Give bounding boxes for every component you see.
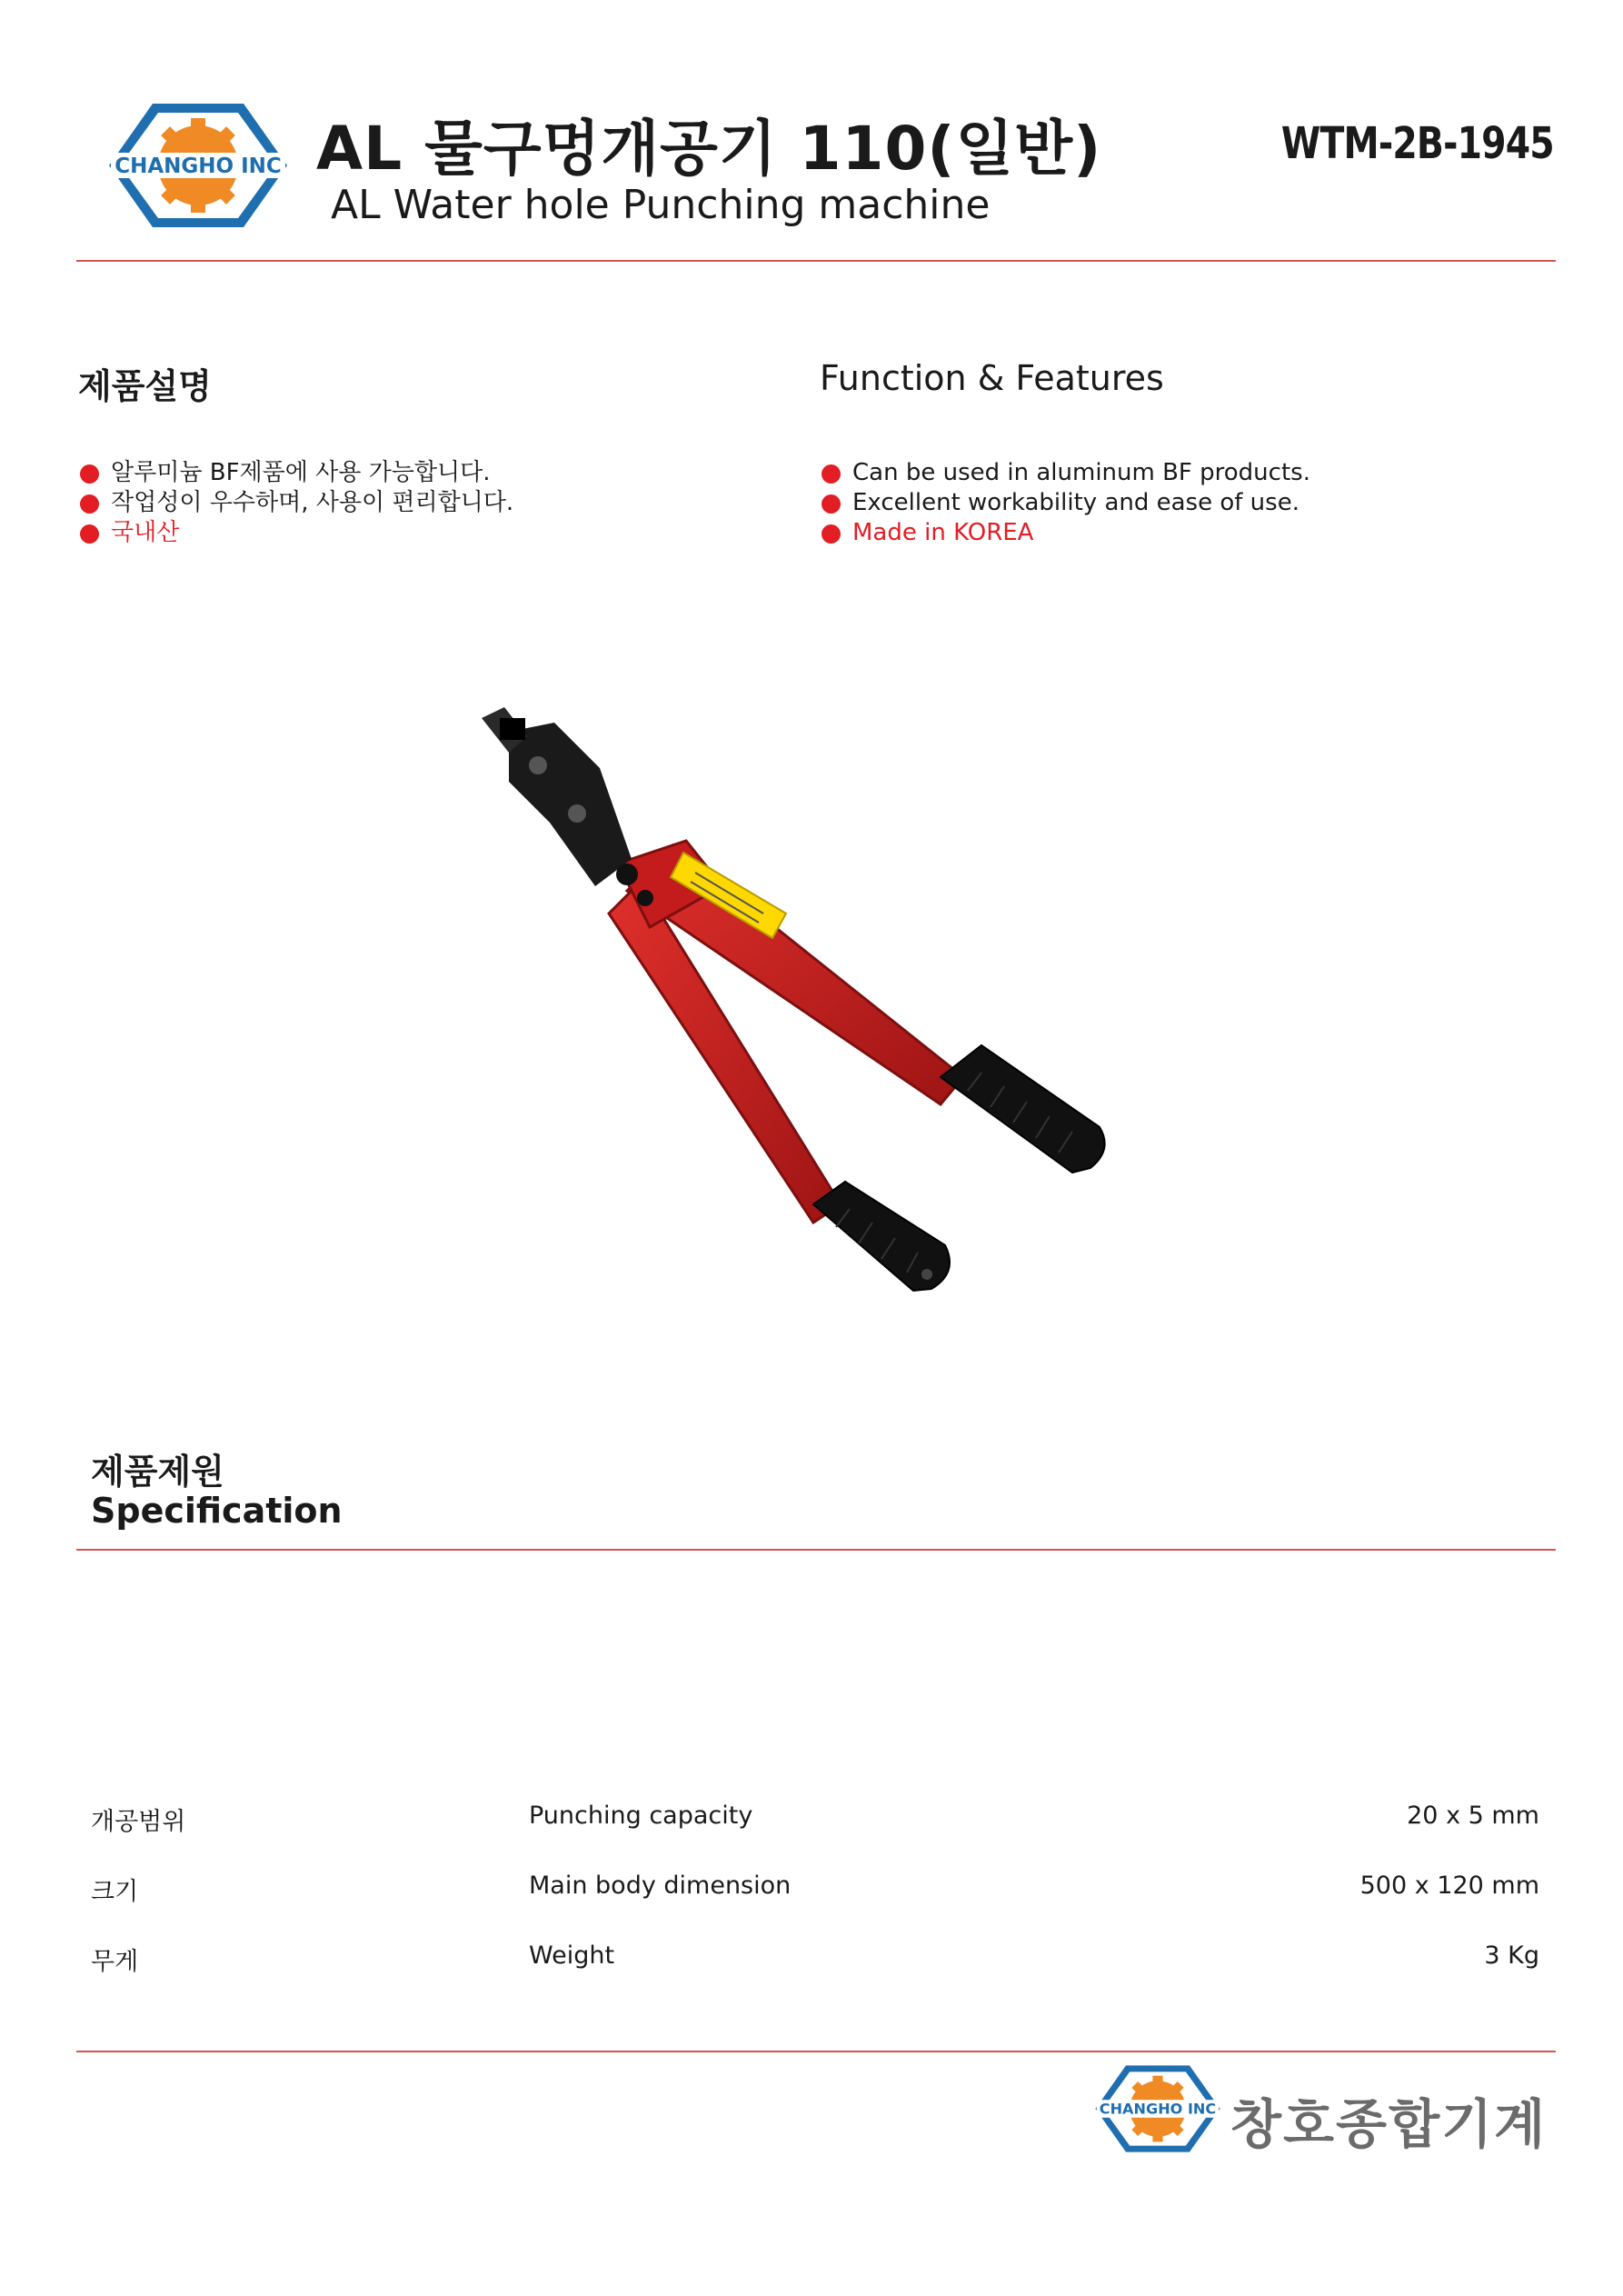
spec-value: 20 x 5 mm xyxy=(1407,1802,1539,1830)
list-item: Can be used in aluminum BF products. xyxy=(820,458,1310,488)
bullet-dot-icon xyxy=(821,464,841,484)
spec-label-en: Main body dimension xyxy=(529,1872,792,1900)
spec-value: 500 x 120 mm xyxy=(1359,1872,1539,1900)
list-item: 국내산 xyxy=(78,518,513,548)
header-divider xyxy=(76,260,1556,262)
list-item: 작업성이 우수하며, 사용이 편리합니다. xyxy=(78,488,513,518)
specification-divider xyxy=(76,1549,1556,1551)
specification-title-ko: 제품제원 xyxy=(91,1452,224,1492)
list-item: Made in KOREA xyxy=(820,518,1310,548)
bolt-cutter-punch-tool-icon xyxy=(473,700,1163,1300)
spec-row xyxy=(91,1942,1539,1978)
company-name-ko: 창호종합기계 xyxy=(1230,2093,1548,2155)
description-en-title: Function & Features xyxy=(820,358,1164,398)
specification-title-en: Specification xyxy=(91,1491,343,1531)
model-number: WTM-2B-1945 xyxy=(1280,118,1554,169)
spec-label-ko: 무게 xyxy=(91,1948,139,1976)
product-title-en: AL Water hole Punching machine xyxy=(331,182,991,228)
bullet-dot-icon xyxy=(80,524,99,544)
list-item: 알루미늄 BF제품에 사용 가능합니다. xyxy=(78,458,513,488)
bullet-dot-icon xyxy=(80,494,99,514)
spec-label-en: Weight xyxy=(529,1942,615,1970)
spec-label-en: Punching capacity xyxy=(529,1802,753,1830)
product-title-ko: AL 물구멍개공기 110(일반) xyxy=(316,114,1102,184)
spec-value: 3 Kg xyxy=(1484,1942,1539,1970)
spec-label-ko: 크기 xyxy=(91,1878,139,1906)
description-en-list xyxy=(820,458,1310,548)
description-ko-list xyxy=(78,458,513,548)
bullet-dot-icon xyxy=(821,524,841,544)
bullet-dot-icon xyxy=(80,464,99,484)
list-item: Excellent workability and ease of use. xyxy=(820,488,1310,518)
logo-text: CHANGHO INC xyxy=(115,155,282,178)
changho-logo-icon xyxy=(107,102,289,229)
bullet-dot-icon xyxy=(821,494,841,514)
footer-divider xyxy=(76,2051,1556,2052)
spec-row xyxy=(91,1802,1539,1838)
spec-label-ko: 개공범위 xyxy=(91,1808,186,1836)
spec-row xyxy=(91,1872,1539,1908)
description-ko-title: 제품설명 xyxy=(78,366,212,406)
logo-text: CHANGHO INC xyxy=(1099,2100,1217,2118)
changho-logo-icon xyxy=(1094,2063,1221,2154)
